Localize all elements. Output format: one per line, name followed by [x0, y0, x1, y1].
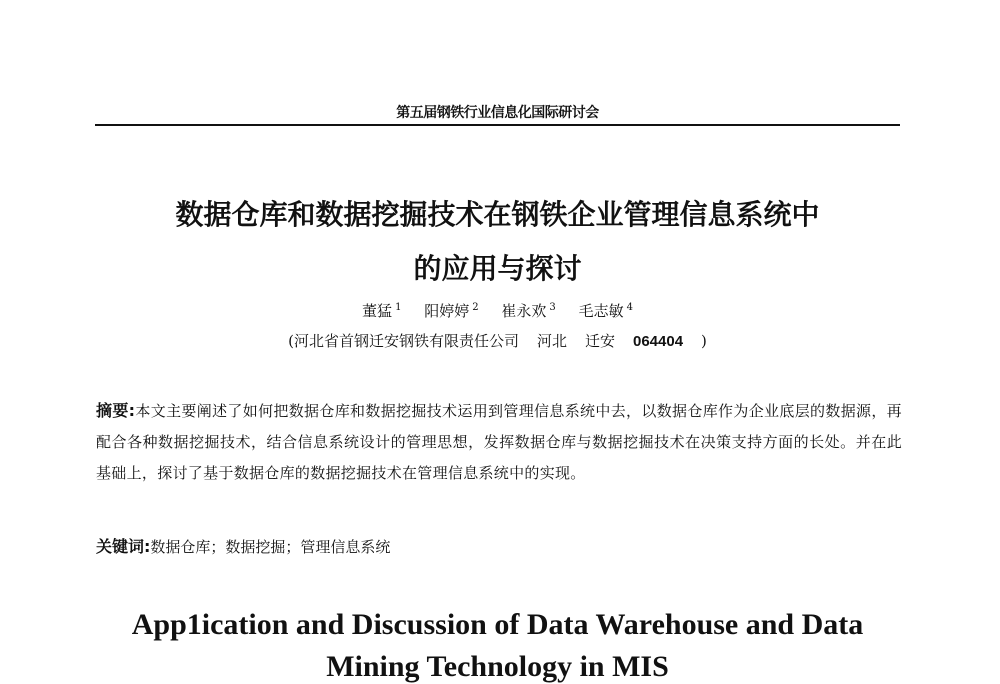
chinese-title-line-2: 的应用与探讨 [413, 252, 582, 285]
author-affiliation-marker: 1 [395, 302, 402, 313]
affiliation [95, 330, 900, 351]
author-name: 阳婷婷 [424, 302, 470, 320]
abstract [96, 395, 902, 489]
author-name: 崔永欢 [501, 302, 547, 320]
author-list [95, 300, 900, 321]
keywords-text: 数据仓库；数据挖掘；管理信息系统 [150, 538, 391, 556]
author-affiliation-marker: 2 [472, 302, 479, 313]
author [501, 302, 555, 320]
chinese-title-line-1: 数据仓库和数据挖掘技术在钢铁企业管理信息系统中 [175, 198, 820, 231]
header-divider [95, 124, 900, 126]
abstract-text: 本文主要阐述了如何把数据仓库和数据挖掘技术运用到管理信息系统中去，以数据仓库作为企业底层的数据源，再配合各种数据挖掘技术，结合信息系统设计的管理思想，发挥数据仓库与数据挖掘技术在决策支持方面的长处。并在此基础上，探讨了基于数据仓库的数据挖掘技术在管理信息系统中的实现。 [96, 402, 902, 482]
author-affiliation-marker: 4 [626, 302, 633, 313]
author-affiliation-marker: 3 [549, 302, 556, 313]
english-title-line-2: Mining Technology in MIS [326, 650, 669, 683]
keywords [96, 534, 902, 557]
affiliation-org: 河北省首钢迁安钢铁有限责任公司 [293, 332, 519, 350]
keywords-label: 关键词: [96, 537, 151, 556]
author [362, 302, 401, 320]
affiliation-city: 迁安 [584, 332, 615, 350]
author [579, 302, 633, 320]
abstract-label: 摘要: [96, 401, 136, 420]
affiliation-zip: 064404 [632, 333, 684, 350]
author [424, 302, 478, 320]
english-title-line-1: App1ication and Discussion of Data Warehouse and Data [131, 608, 864, 641]
affiliation-close-paren: ) [701, 332, 707, 350]
affiliation-open-paren: ( [288, 332, 294, 350]
affiliation-province: 河北 [536, 332, 567, 350]
conference-header: 第五届钢铁行业信息化国际研讨会 [396, 105, 599, 121]
author-name: 董猛 [362, 302, 393, 320]
author-name: 毛志敏 [578, 302, 624, 320]
